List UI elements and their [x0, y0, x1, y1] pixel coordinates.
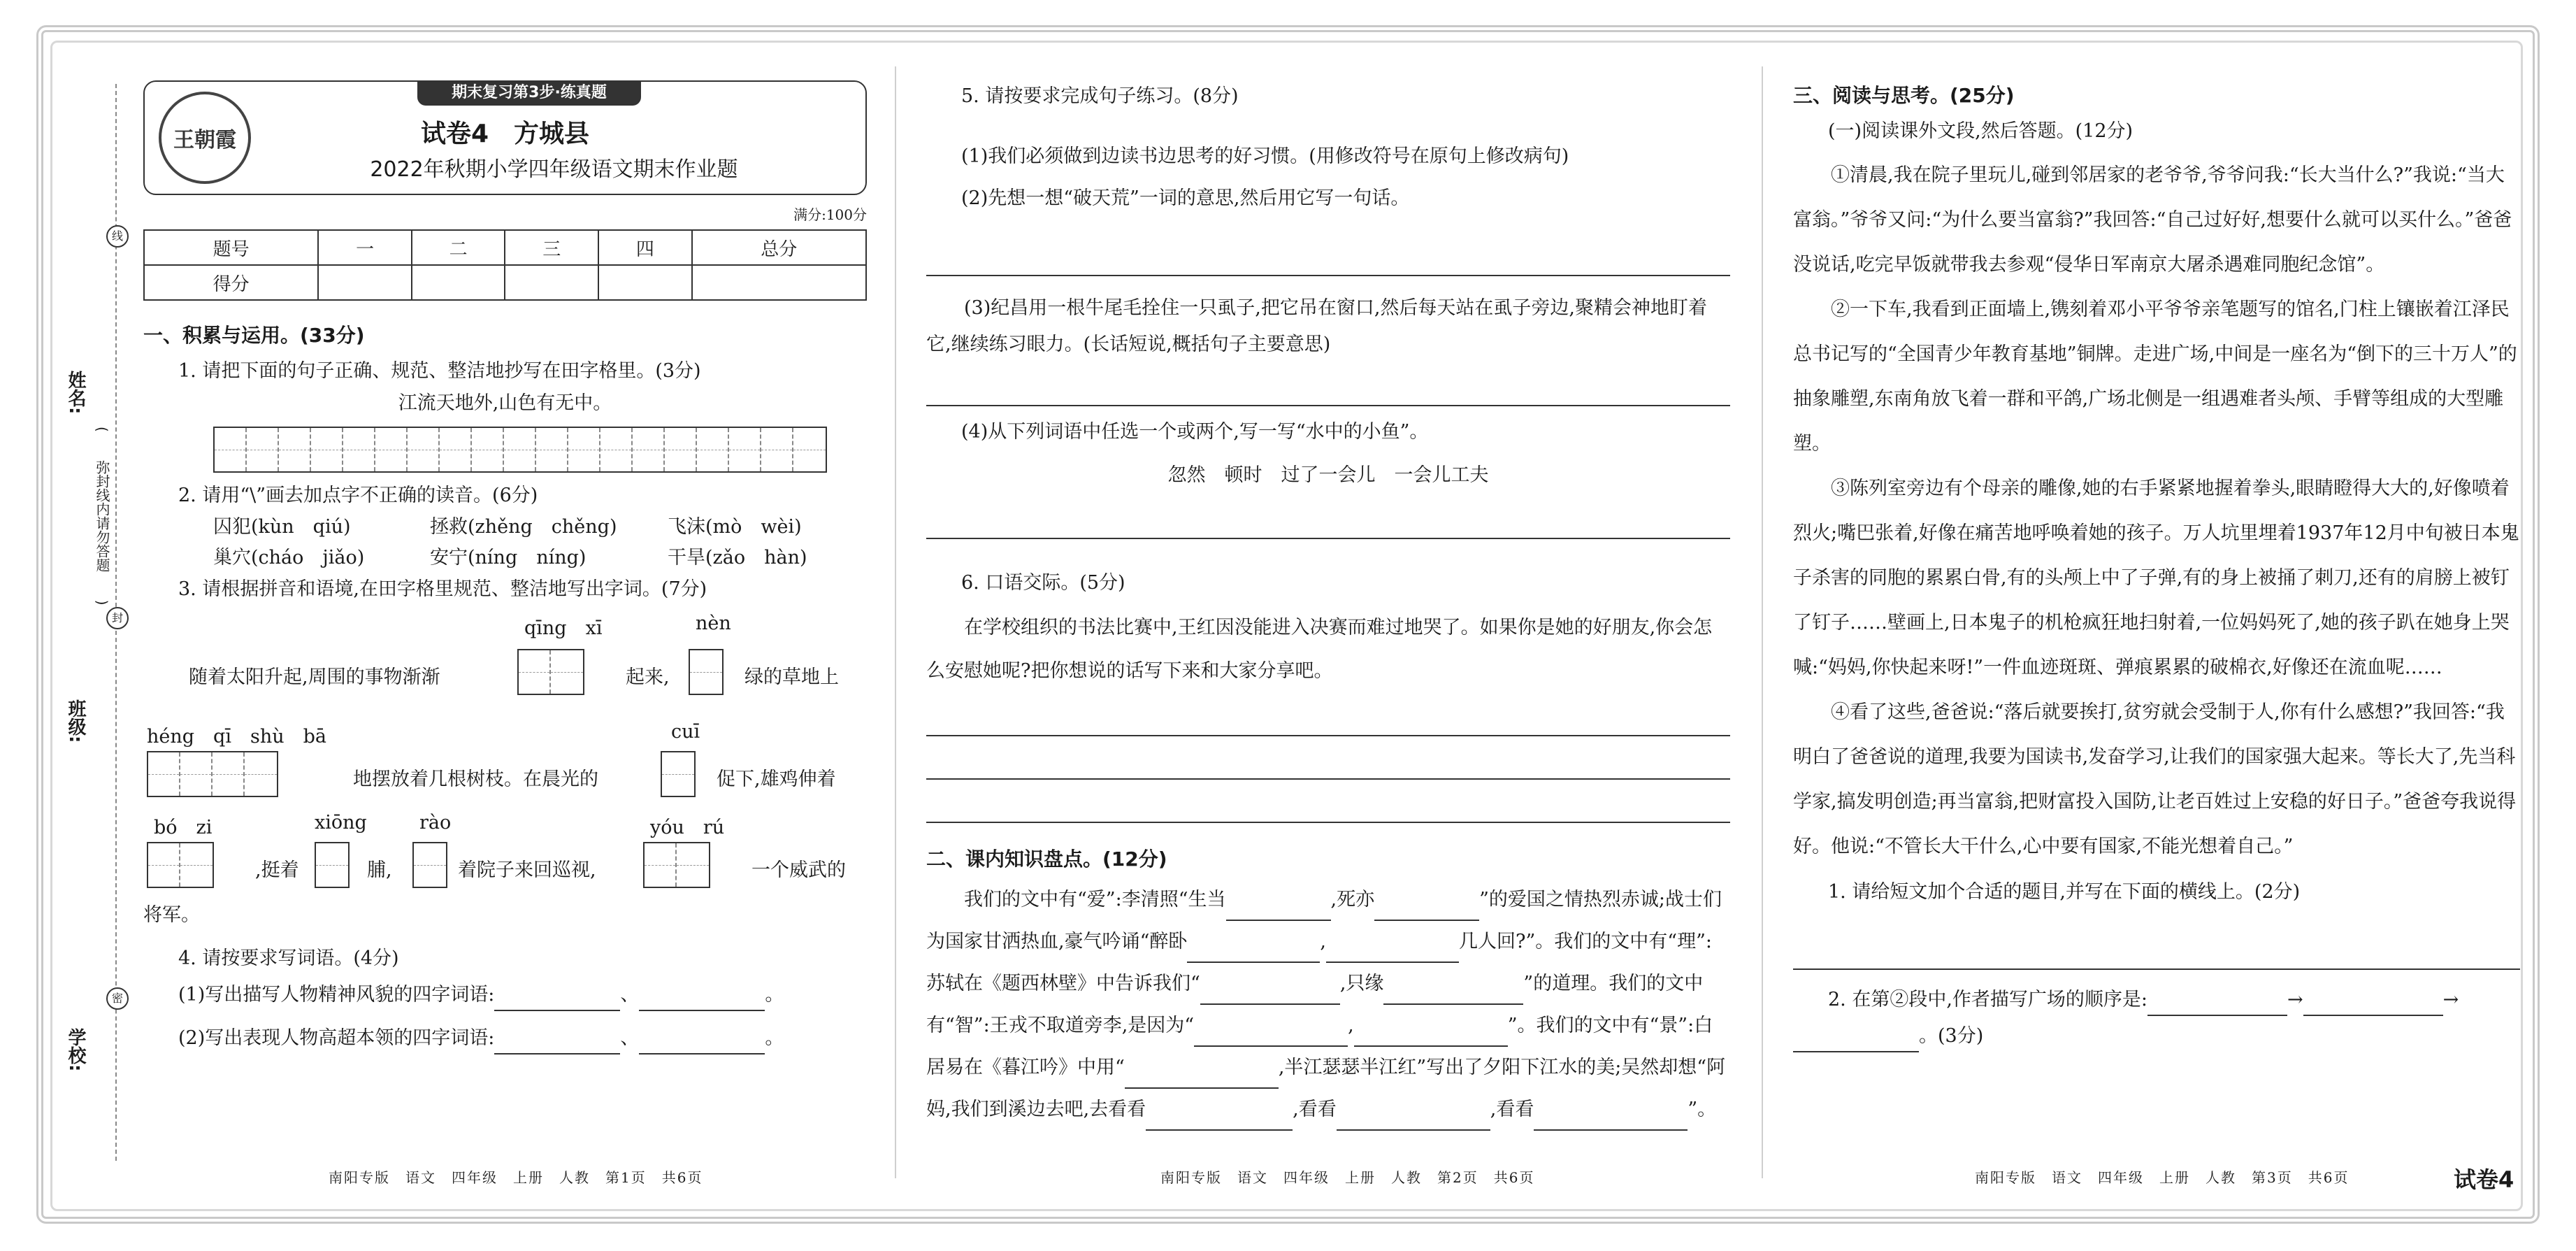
score-cell: 总分	[692, 230, 866, 265]
column-divider	[1762, 66, 1763, 1178]
score-cell[interactable]	[412, 265, 505, 300]
knowledge-paragraph	[926, 879, 1730, 1131]
score-cell[interactable]	[692, 265, 866, 300]
seal-note: ( 弥封线内请勿答题 )	[94, 427, 110, 606]
fill-text: 随着太阳升起,周围的事物渐渐	[189, 666, 440, 688]
question-6-text: 在学校组织的书法比赛中,王红因没能进入决赛而难过地哭了。如果你是她的好朋友,你会怎么安慰她呢?把你想说的话写下来和大家分享吧。	[926, 617, 1713, 682]
score-table-row	[144, 230, 866, 265]
score-cell[interactable]	[505, 265, 598, 300]
word-choices: 忽然 顿时 过了一会儿 一会儿工夫	[1167, 464, 1489, 486]
section-2-title: 二、课内知识盘点。(12分)	[926, 848, 1167, 871]
score-cell: 二	[412, 230, 505, 265]
tianzige-grid[interactable]	[643, 842, 710, 888]
answer-blank[interactable]	[2303, 994, 2443, 1016]
subsection-1-title: (一)阅读课外文段,然后答题。(12分)	[1828, 120, 2134, 142]
answer-blank[interactable]	[1146, 1108, 1293, 1131]
question-2: 2. 请用“\”画去加点字不正确的读音。(6分)	[178, 485, 538, 506]
copy-sentence: 江流天地外,山色有无中。	[398, 392, 612, 414]
pinyin: rào	[419, 812, 452, 834]
column-3	[1793, 66, 2520, 1052]
logo-text: 王朝霞	[173, 128, 236, 152]
paragraph-text: ,	[1348, 1015, 1354, 1036]
tianzige-grid[interactable]	[689, 649, 724, 695]
answer-line[interactable]	[926, 373, 1730, 406]
paragraph-text: 我们的文中有“爱”:李清照“生当	[964, 889, 1226, 910]
pronunciation-item[interactable]: 干旱(zǎo hàn)	[668, 547, 807, 569]
question-4-2: (2)写出表现人物高超本领的四字词语: 、 。	[143, 1022, 867, 1055]
answer-blank[interactable]	[1194, 1024, 1348, 1047]
answer-blank[interactable]	[2147, 994, 2287, 1016]
score-cell: 题号	[144, 230, 318, 265]
header-box	[143, 80, 867, 195]
tianzige-grid[interactable]	[315, 842, 350, 888]
banner: 期末复习第3步·练真题	[417, 80, 641, 106]
pronunciation-item[interactable]: 巢穴(cháo jiǎo)	[213, 547, 365, 569]
tianzige-grid[interactable]	[412, 842, 447, 888]
tianzige-grid[interactable]	[147, 842, 214, 888]
question-1: 1. 请把下面的句子正确、规范、整洁地抄写在田字格里。(3分)	[178, 360, 701, 382]
paper-subtitle: 2022年秋期小学四年级语文期末作业题	[370, 157, 738, 182]
tianzige-grid[interactable]	[213, 427, 827, 473]
paper-tag: 试卷4	[2454, 1166, 2514, 1193]
pinyin: xiōng	[315, 812, 367, 834]
reading-paragraph-2: ②一下车,我看到正面墙上,镌刻着邓小平爷爷亲笔题写的馆名,门柱上镶嵌着江泽民总书记写的“全国青少年教育基地”铜牌。走进广场,中间是一座名为“倒下的三十万人”的抽象雕塑,东南角放飞着一群和平鸽,广场北侧是一组遇难者头颅、手臂等组成的大型雕塑。	[1793, 299, 2517, 455]
answer-line[interactable]	[926, 243, 1730, 276]
question-3: 3. 请根据拼音和语境,在田字格里规范、整洁地写出字词。(7分)	[178, 578, 707, 600]
answer-blank[interactable]	[494, 989, 620, 1011]
question-5-4: (4)从下列词语中任选一个或两个,写一写“水中的小鱼”。	[961, 421, 1429, 443]
score-cell[interactable]	[598, 265, 692, 300]
column-divider	[895, 66, 896, 1178]
reading-question-1: 1. 请给短文加个合适的题目,并写在下面的横线上。(2分)	[1828, 881, 2301, 903]
answer-blank[interactable]	[639, 1032, 765, 1055]
paragraph-text: ,只缘	[1339, 973, 1384, 994]
paragraph-text: ”。我们的文中有“景”:白居易在《暮江吟》中用“	[926, 1015, 1713, 1078]
answer-blank[interactable]	[1534, 1108, 1688, 1131]
reading-paragraph-1: ①清晨,我在院子里玩儿,碰到邻居家的老爷爷,爷爷问我:“长大当什么?”我说:“当大富翁。”爷爷又问:“为什么要当富翁?”我回答:“自己过好好,想要什么就可以买什么。”爸爸没说话,吃完早饭就带我去参观“侵华日军南京大屠杀遇难同胞纪念馆”。	[1793, 164, 2512, 276]
score-table	[143, 229, 867, 301]
answer-blank[interactable]	[639, 989, 765, 1011]
tianzige-grid[interactable]	[517, 649, 584, 695]
pronunciation-item[interactable]: 拯救(zhěng chěng)	[430, 516, 617, 538]
fill-text: 脯,	[367, 859, 392, 881]
paragraph-text: ,半江瑟瑟半江红”写出了夕阳下江水的美;吴然却想“阿妈,我们到溪边去吧,去看看	[926, 1057, 1726, 1120]
seal-mark-seal: 封	[106, 607, 129, 629]
arrow-icon: →	[2287, 989, 2303, 1010]
paragraph-text: ,死亦	[1330, 889, 1375, 910]
score-cell: 一	[318, 230, 412, 265]
fill-text: 促下,雄鸡伸着	[717, 769, 836, 790]
answer-blank[interactable]	[1226, 899, 1331, 921]
column-2	[926, 66, 1730, 1131]
score-table-row	[144, 265, 866, 300]
copy-grid-row	[143, 427, 867, 473]
question-5-3: (3)纪昌用一根牛尾毛拴住一只虱子,把它吊在窗口,然后每天站在虱子旁边,聚精会神地盯着它,继续练习眼力。(长话短说,概括句子主要意思)	[926, 297, 1707, 355]
seal-mark-line: 线	[106, 225, 129, 248]
pinyin: qīng xī	[524, 617, 603, 639]
paragraph-text: 几人回?”。我们的文中有“理”:苏轼在《题西林壁》中告诉我们“	[926, 931, 1712, 994]
answer-line[interactable]	[926, 703, 1730, 736]
tianzige-grid[interactable]	[147, 751, 278, 797]
reading-question-2-text: 2. 在第②段中,作者描写广场的顺序是:	[1828, 989, 2148, 1010]
reading-question-2-cont	[1793, 1020, 2520, 1052]
school-label: 学校:	[65, 1028, 86, 1072]
paragraph-text: ,看看	[1490, 1099, 1534, 1120]
answer-blank[interactable]	[1354, 1024, 1508, 1047]
answer-blank[interactable]	[1326, 941, 1459, 963]
paragraph-text: ,	[1320, 931, 1326, 952]
arrow-icon: →	[2442, 989, 2459, 1010]
page-footer-2: 南阳专版 语文 四年级 上册 人教 第2页 共6页	[1160, 1169, 1535, 1186]
pronunciation-item[interactable]: 安宁(níng níng)	[430, 547, 587, 569]
pinyin: cuī	[671, 721, 700, 743]
fill-text: 将军。	[143, 904, 200, 926]
paragraph-text: ,看看	[1293, 1099, 1337, 1120]
section-1-title: 一、积累与运用。(33分)	[143, 324, 365, 347]
question-5: 5. 请按要求完成句子练习。(8分)	[961, 85, 1239, 107]
answer-line[interactable]	[926, 746, 1730, 780]
answer-blank[interactable]	[1200, 982, 1340, 1005]
question-4: 4. 请按要求写词语。(4分)	[178, 948, 399, 969]
seal-mark-secret: 密	[106, 987, 129, 1010]
pronunciation-item[interactable]: 飞沫(mò wèi)	[668, 516, 802, 538]
score-cell[interactable]	[318, 265, 412, 300]
paragraph-text: ”的道理。我们的文中有“智”:王戎不取道旁李,是因为“	[926, 973, 1704, 1036]
reading-paragraph-4: ④看了这些,爸爸说:“落后就要挨打,贫穷就会受制于人,你有什么感想?”我回答:“我明白了爸爸说的道理,我要为国读书,发奋学习,让我们的国家强大起来。等长大了,先当科学家,搞发明创造;再当富翁,把财富投入国防,让老百姓过上安稳的好日子。”爸爸夸我说得好。他说:“不管长大干什么,心中要有国家,不能光想着自己。”	[1793, 701, 2517, 857]
fill-text: ,挺着	[255, 859, 299, 881]
class-label: 班级:	[65, 699, 86, 743]
score-cell: 三	[505, 230, 598, 265]
reading-question-2	[1793, 984, 2520, 1016]
pinyin-fill-area	[143, 606, 867, 899]
answer-blank[interactable]	[1187, 941, 1320, 963]
pronunciation-grid	[143, 512, 867, 573]
paragraph-text: ”。	[1688, 1099, 1717, 1120]
answer-blank[interactable]	[1374, 899, 1479, 921]
score-cell: 四	[598, 230, 692, 265]
fill-text: 起来,	[626, 666, 670, 688]
answer-line[interactable]	[926, 789, 1730, 823]
answer-blank[interactable]	[494, 1032, 620, 1055]
tianzige-grid[interactable]	[661, 751, 696, 797]
score-note: 。(3分)	[1919, 1025, 1984, 1047]
fill-text: 绿的草地上	[744, 666, 839, 688]
page-footer-3: 南阳专版 语文 四年级 上册 人教 第3页 共6页	[1975, 1169, 2350, 1186]
question-5-1: (1)我们必须做到边读书边思考的好习惯。(用修改符号在原句上修改病句)	[961, 145, 1569, 167]
fill-text: 地摆放着几根树枝。在晨光的	[353, 769, 598, 790]
fill-text: 着院子来回巡视,	[458, 859, 596, 881]
full-score: 满分:100分	[793, 206, 867, 223]
question-4-1-text: (1)写出描写人物精神风貌的四字词语:	[178, 984, 495, 1006]
answer-blank[interactable]	[1125, 1066, 1279, 1089]
answer-line[interactable]	[1793, 936, 2520, 970]
pinyin: yóu rú	[650, 817, 725, 838]
score-cell: 得分	[144, 265, 318, 300]
page-footer-1: 南阳专版 语文 四年级 上册 人教 第1页 共6页	[329, 1169, 703, 1186]
question-5-2: (2)先想一想“破天荒”一词的意思,然后用它写一句话。	[961, 187, 1410, 209]
answer-blank[interactable]	[1793, 1030, 1919, 1052]
question-6: 6. 口语交际。(5分)	[961, 572, 1125, 594]
pinyin: nèn	[696, 613, 731, 634]
answer-line[interactable]	[926, 506, 1730, 539]
pinyin: bó zi	[154, 817, 213, 838]
answer-blank[interactable]	[1383, 982, 1523, 1005]
paper-title: 试卷4 方城县	[420, 120, 590, 148]
column-1	[143, 66, 867, 1055]
reading-paragraph-3: ③陈列室旁边有个母亲的雕像,她的右手紧紧地握着拳头,眼睛瞪得大大的,好像喷着烈火;嘴巴张着,好像在痛苦地呼唤着她的孩子。万人坑里埋着1937年12月中旬被日本鬼子杀害的同胞的累累白骨,有的头颅上中了子弹,有的身上被捅了刺刀,还有的肩膀上被钉了钉子……壁画上,日本鬼子的机枪疯狂地扫射着,一位妈妈死了,她的孩子趴在她身上哭喊:“妈妈,你快起来呀!”一件血迹斑斑、弹痕累累的破棉衣,好像还在流血呢……	[1793, 478, 2519, 678]
answer-blank[interactable]	[1337, 1108, 1490, 1131]
name-label: 姓名:	[65, 371, 86, 415]
question-4-1: (1)写出描写人物精神风貌的四字词语: 、 。	[143, 979, 867, 1011]
section-3-title: 三、阅读与思考。(25分)	[1793, 84, 2015, 107]
question-4-2-text: (2)写出表现人物高超本领的四字词语:	[178, 1027, 495, 1049]
pronunciation-item[interactable]: 囚犯(kùn qiú)	[213, 516, 351, 538]
pinyin: héng qī shù bā	[147, 726, 326, 748]
paragraph-text: ”的爱国之情热烈赤诚;战士们为国家甘洒热血,豪气吟诵“醉卧	[926, 889, 1722, 952]
fill-text: 一个威武的	[751, 859, 846, 881]
